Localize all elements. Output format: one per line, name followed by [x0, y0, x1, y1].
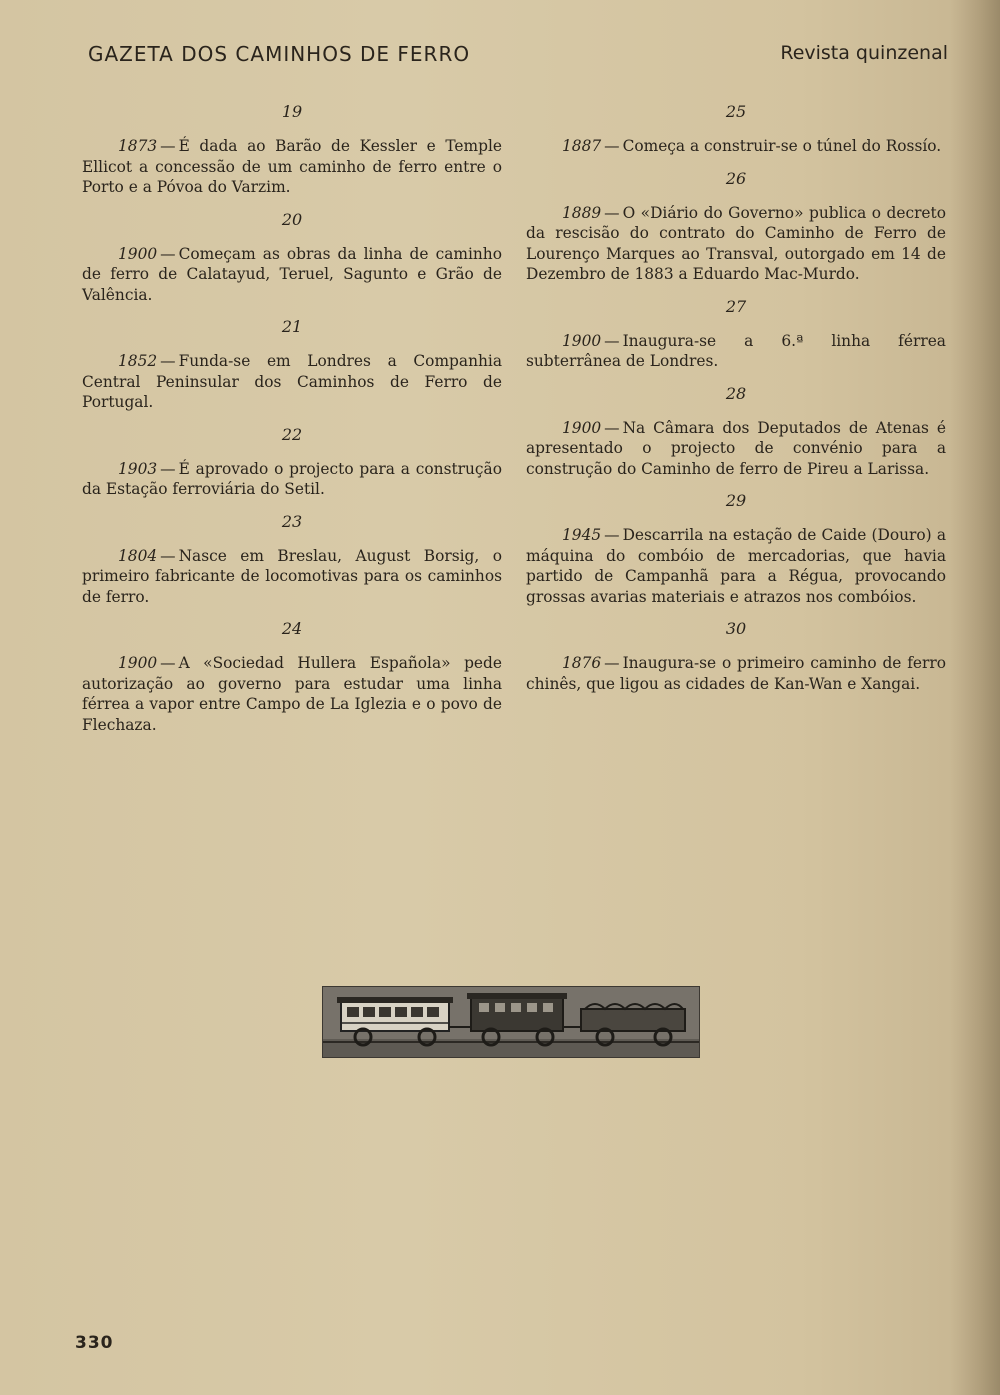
entry-text: 1876 — Inaugura-se o primeiro caminho de ferro chinês, que ligou as cidades de Kan-Wan e Xangai. [526, 654, 946, 693]
page-fold-shadow [950, 0, 1000, 1395]
entry-year: 1804 [118, 546, 158, 565]
day-entry [82, 425, 502, 500]
day-number: 23 [281, 511, 303, 531]
publication-subtitle: Revista quinzenal [780, 42, 948, 64]
entry-text: 1852 — Funda-se em Londres a Companhia Central Peninsular dos Caminhos de Ferro de Portugal. [82, 352, 502, 411]
entry-year: 1852 [118, 352, 158, 370]
day-entry [82, 317, 502, 413]
entry-body: Começa a construir-se o túnel do Rossío. [622, 137, 942, 155]
day-number: 24 [281, 619, 303, 638]
day-entry [526, 297, 946, 372]
day-number: 21 [281, 317, 303, 336]
entry-body: Inaugura-se a 6.ª linha férrea subterrânea de Londres. [526, 331, 946, 370]
entry-year: 1945 [562, 526, 602, 544]
entry-text: 1900 — Na Câmara dos Deputados de Atenas é apresentado o projecto de convénio para a construção do Caminho de ferro de Pireu a Larissa. [526, 418, 946, 478]
entry-text: 1900 — Inaugura-se a 6.ª linha férrea subterrânea de Londres. [526, 331, 946, 370]
day-entry [526, 491, 946, 607]
entry-year: 1876 [562, 654, 602, 672]
entry-year: 1887 [562, 137, 602, 155]
right-column [526, 98, 946, 706]
day-entry [82, 210, 502, 306]
entry-body: Funda-se em Londres a Companhia Central Peninsular dos Caminhos de Ferro de Portugal. [82, 352, 502, 411]
entry-year: 1900 [118, 654, 158, 672]
day-number: 20 [281, 209, 303, 229]
entry-body: Começam as obras da linha de caminho de ferro de Calatayud, Teruel, Sagunto e Grão de Valência. [82, 244, 502, 304]
entry-year: 1873 [118, 137, 158, 155]
day-entry [82, 512, 502, 608]
entry-year: 1900 [562, 418, 602, 437]
entry-body: A «Sociedad Hullera Española» pede autorização ao governo para estudar uma linha férrea a vapor entre Campo de La Iglezia e o povo de Flechaza. [82, 654, 502, 734]
entry-body: Inaugura-se o primeiro caminho de ferro chinês, que ligou as cidades de Kan-Wan e Xangai. [526, 654, 946, 693]
day-number: 30 [725, 619, 747, 638]
day-entry [526, 619, 946, 694]
entry-body: Na Câmara dos Deputados de Atenas é apresentado o projecto de convénio para a construção do Caminho de ferro de Pireu a Larissa. [526, 418, 946, 478]
day-entry [82, 102, 502, 198]
day-entry [526, 169, 946, 285]
day-number: 29 [725, 491, 747, 510]
entry-text: 1903 — É aprovado o projecto para a construção da Estação ferroviária do Setil. [82, 459, 502, 498]
day-number: 25 [725, 102, 747, 121]
day-number: 26 [725, 168, 747, 188]
entry-text: 1887 — Começa a construir-se o túnel do Rossío. [526, 136, 946, 157]
day-number: 22 [281, 424, 303, 444]
entry-body: Descarrila na estação de Caide (Douro) a máquina do combóio de mercadorias, que havia partido de Campanhã para a Régua, provocando grossas avarias materiais e atrazos nos combóios. [526, 526, 946, 606]
entry-year: 1900 [118, 244, 158, 263]
entry-body: É aprovado o projecto para a construção da Estação ferroviária do Setil. [82, 459, 502, 498]
entry-year: 1900 [562, 331, 602, 350]
entry-body: O «Diário do Governo» publica o decreto da rescisão do contrato do Caminho de Ferro de Lourenço Marques ao Transval, outorgado em 14 de Dezembro de 1883 a Eduardo Mac-Murdo. [526, 203, 946, 283]
entry-body: Nasce em Breslau, August Borsig, o primeiro fabricante de locomotivas para os caminhos de ferro. [82, 546, 502, 606]
day-entry [82, 619, 502, 735]
page-header [88, 38, 948, 72]
entry-body: É dada ao Barão de Kessler e Temple Ellicot a concessão de um caminho de ferro entre o Porto e a Póvoa do Varzim. [82, 137, 502, 196]
left-column [82, 98, 502, 747]
day-number: 27 [725, 296, 747, 316]
entry-text: 1900 — A «Sociedad Hullera Española» pede autorização ao governo para estudar uma linha férrea a vapor entre Campo de La Iglezia e o povo de Flechaza. [82, 654, 502, 734]
publication-title: GAZETA DOS CAMINHOS DE FERRO [88, 42, 471, 66]
day-number: 19 [281, 102, 303, 121]
day-entry [526, 384, 946, 480]
train-illustration [322, 986, 700, 1058]
entry-text: 1873 — É dada ao Barão de Kessler e Temple Ellicot a concessão de um caminho de ferro entre o Porto e a Póvoa do Varzim. [82, 137, 502, 196]
entry-year: 1889 [562, 203, 602, 222]
page-number: 330 [75, 1333, 114, 1353]
entry-text: 1900 — Começam as obras da linha de caminho de ferro de Calatayud, Teruel, Sagunto e Grão de Valência. [82, 244, 502, 304]
entry-text: 1889 — O «Diário do Governo» publica o decreto da rescisão do contrato do Caminho de Ferro de Lourenço Marques ao Transval, outorgado em 14 de Dezembro de 1883 a Eduardo Mac-Murdo. [526, 203, 946, 283]
train-drawing [323, 987, 699, 1057]
entry-text: 1945 — Descarrila na estação de Caide (Douro) a máquina do combóio de mercadorias, que havia partido de Campanhã para a Régua, provocando grossas avarias materiais e atrazos nos combóios. [526, 526, 946, 606]
entry-text: 1804 — Nasce em Breslau, August Borsig, o primeiro fabricante de locomotivas para os caminhos de ferro. [82, 546, 502, 606]
entry-year: 1903 [118, 459, 158, 478]
day-number: 28 [725, 383, 747, 403]
day-entry [526, 102, 946, 157]
